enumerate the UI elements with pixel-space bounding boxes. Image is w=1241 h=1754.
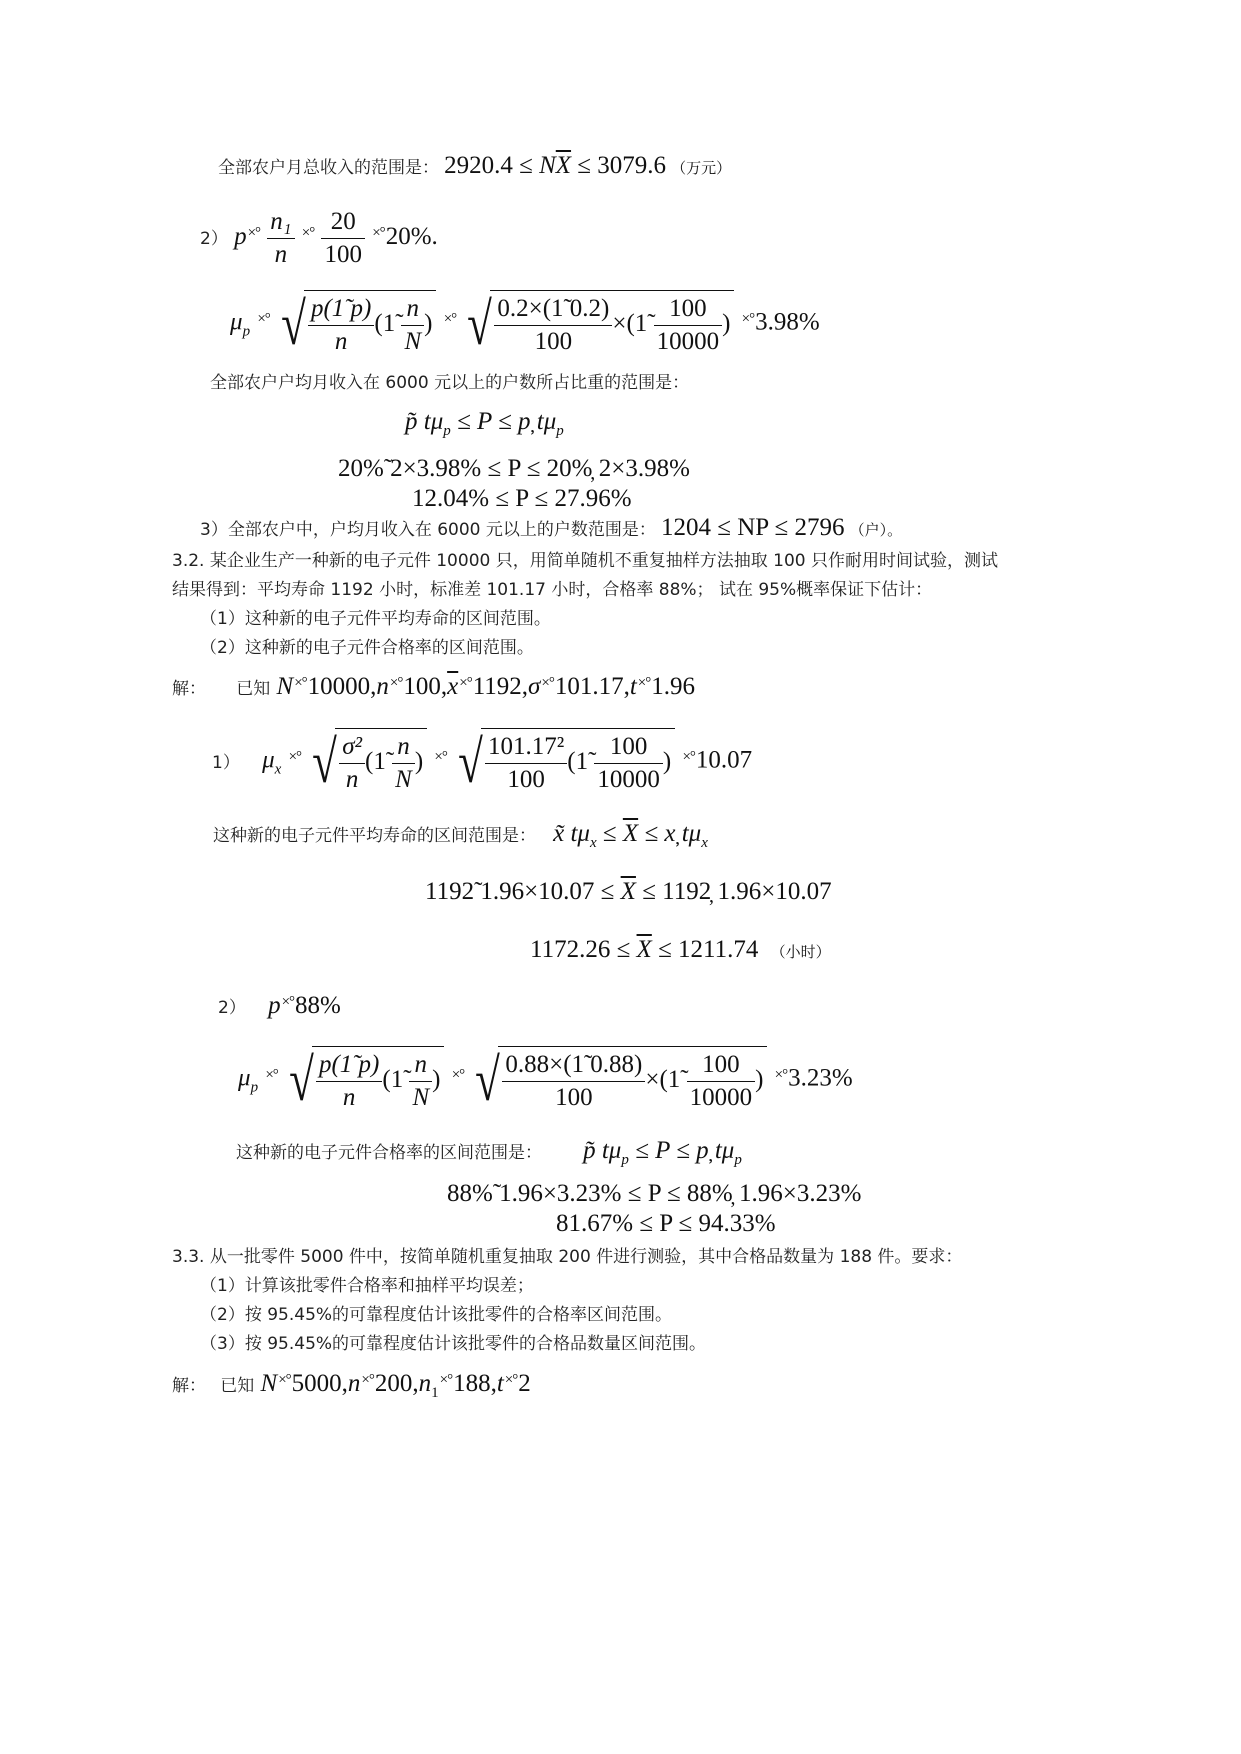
problem-33-q2: （2）按 95.45%的可靠程度估计该批零件的合格率区间范围。	[200, 1305, 673, 1325]
households-label: 3）全部农户中，户均月收入在 6000 元以上的户数范围是：	[200, 520, 656, 540]
mu-x-formula: 1） $\mu_x$ ×° √ $\frac{\text{σ²}}{n}$ (1̃ $\frac{n}{N}$ ) ×° √ $\frac{\text{101.17²}}{100}$ (1̃ $\frac{100}{10000}$ ) ×°10.07	[212, 729, 753, 795]
ratio-range-label: 全部农户户均月收入在 6000 元以上的户数所占比重的范围是：	[210, 373, 690, 393]
mu-p-formula-1: $\mu_p$ ×° √ $\frac{p(1̃ p)}{n}$ (1̃ $\frac{n}{N}$ ) ×° √ $\frac{0.2\times(1̃ 0.2)}{100}$ ×(1̃ $\frac{100}{10000}$ ) ×°3.98%	[230, 291, 820, 357]
part2-p88-marker: 2）	[218, 998, 246, 1018]
life-range-formula: x̃ $t\mu_x \le \overline{X}$ ≤ x̦ $t\mu_x$	[553, 820, 708, 851]
households-line	[200, 514, 902, 542]
part2-p88: 2） p×°88%	[218, 992, 341, 1019]
pass-ineq-2: 81.67% ≤ P ≤ 94.33%	[556, 1210, 776, 1237]
solution-32-label: 解：	[172, 679, 206, 699]
ratio-ineq-line3: 12.04% ≤ P ≤ 27.96%	[412, 485, 632, 512]
problem-32-q1: （1）这种新的电子元件平均寿命的区间范围。	[200, 609, 551, 629]
households-formula: 1204 ≤ NP ≤ 2796	[660, 514, 845, 541]
mu-p-formula-2: $\mu_p$ ×° √ $\frac{p(1̃ p)}{n}$ (1̃ $\frac{n}{N}$ ) ×° √ $\frac{0.88\times(1̃ 0.88)}{100}$ ×(1̃ $\frac{100}{10000}$ ) ×°3.23%	[238, 1047, 853, 1113]
solution-33-known: 解： 已知 $N^{\times^\circ}5000,n^{\times^\circ}200,n_1^{\times^\circ}188,t^{\times^\circ}2$	[172, 1370, 531, 1401]
pass-range-label: 这种新的电子元件合格率的区间范围是：	[236, 1143, 542, 1163]
pass-range-line	[236, 1137, 742, 1169]
total-income-formula: $2920.4 \le N\overline{X} \le 3079.6$	[444, 152, 667, 179]
solution-33-known-label: 已知	[220, 1376, 255, 1396]
life-range-line	[213, 820, 708, 852]
life-ineq-unit: （小时）	[770, 943, 831, 961]
part2-p-formula: 2） p×° $\frac{\text{n₁}}{n}$ ×° $\frac{20}{100}$ ×°20%.	[200, 208, 438, 268]
problem-33-q1: （1）计算该批零件合格率和抽样平均误差；	[200, 1276, 534, 1296]
solution-32-known: 解： 已知 $N^{\times^\circ}10000,n^{\times^\circ}100,\overline{x}^{\times^\circ}1192,\sigma^{\times^\circ}101.17,t^{\times^\circ}1.96$	[172, 673, 696, 700]
solution-32-known-label: 已知	[236, 679, 271, 699]
total-income-unit: （万元）	[671, 159, 732, 177]
ratio-ineq-line1: p̃ $t\mu_p \le P$ ≤ p̦ $t\mu_p$	[405, 408, 564, 439]
problem-32-q2: （2）这种新的电子元件合格率的区间范围。	[200, 638, 534, 658]
part2-marker: 2）	[200, 229, 228, 250]
life-ineq-2: $1172.26 \le \overline{X} \le 1211.74$ （小时）	[530, 936, 831, 963]
solution-33-label: 解：	[172, 1376, 206, 1396]
mu-x-marker: 1）	[212, 752, 240, 773]
pass-range-formula: p̃ $t\mu_p \le P$ ≤ p̦ $t\mu_p$	[583, 1137, 742, 1168]
problem-33-q3: （3）按 95.45%的可靠程度估计该批零件的合格品数量区间范围。	[200, 1334, 707, 1354]
life-ineq-1: 1192̃ $1.96\times 10.07 \le \overline{X}$ ≤ 1192̦ 1.96×10.07	[425, 878, 832, 905]
pass-ineq-1: 88%̃ 1.96×3.23% ≤ P ≤ 88%̦ 1.96×3.23%	[447, 1180, 862, 1207]
total-income-line	[218, 152, 731, 180]
ratio-ineq-line2: 20%̃ 2×3.98% ≤ P ≤ 20%̦ 2×3.98%	[338, 455, 690, 482]
total-income-label: 全部农户月总收入的范围是：	[218, 158, 439, 178]
households-unit: （户）。	[849, 521, 903, 539]
problem-33-line1: 3.3. 从一批零件 5000 件中，按简单随机重复抽取 200 件进行测验，其中合格品数量为 188 件。要求：	[172, 1247, 963, 1267]
problem-32-line1: 3.2. 某企业生产一种新的电子元件 10000 只，用简单随机不重复抽样方法抽取 100 只作耐用时间试验，测试	[172, 551, 998, 571]
life-range-label: 这种新的电子元件平均寿命的区间范围是：	[213, 826, 536, 846]
problem-32-line2: 结果得到：平均寿命 1192 小时，标准差 101.17 小时，合格率 88%； 试在 95%概率保证下估计：	[172, 580, 933, 600]
